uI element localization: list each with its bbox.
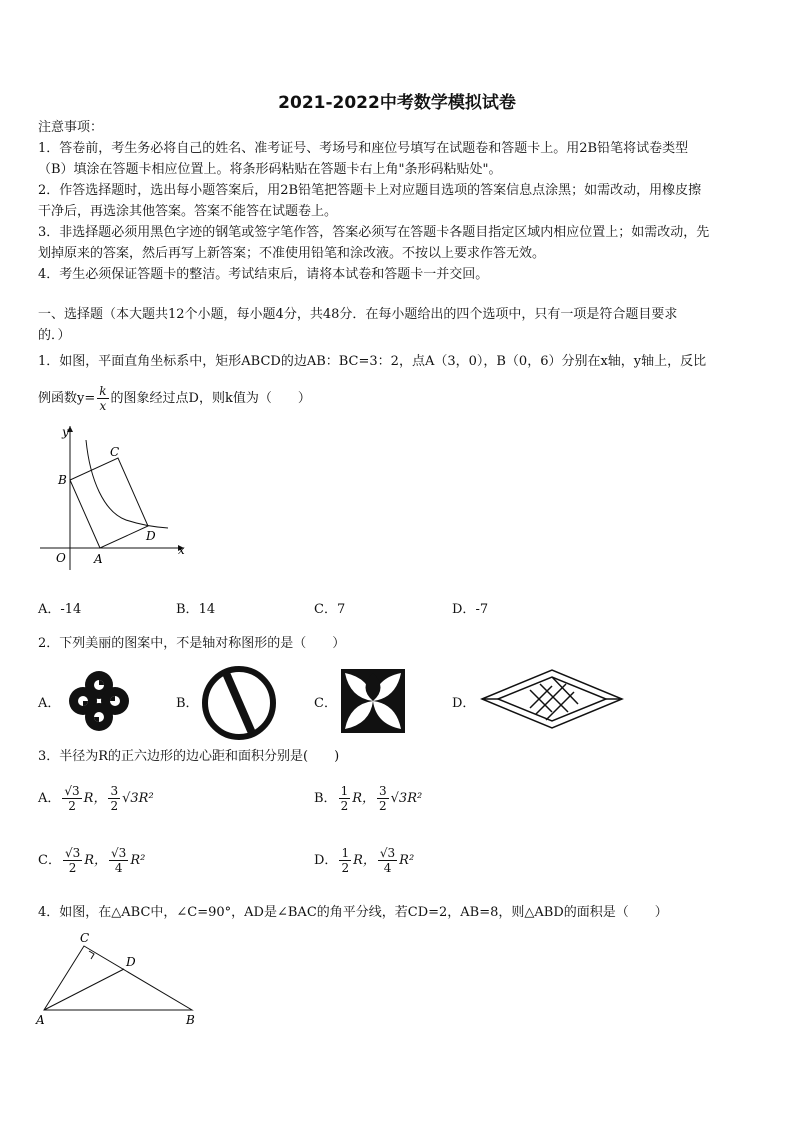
fraction-den: 2	[341, 861, 350, 875]
option-value: 14	[198, 602, 216, 617]
fraction	[339, 846, 351, 875]
fraction-den: 4	[383, 861, 392, 875]
option-value: -14	[60, 602, 82, 617]
q1-option-d[interactable]	[452, 598, 488, 617]
label-x: x	[178, 543, 185, 557]
page-title: 2021-2022中考数学模拟试卷	[278, 93, 516, 113]
q1-stem-line2	[38, 384, 760, 413]
fraction	[62, 784, 81, 813]
section-heading-line1: 一、选择题（本大题共12个小题，每小题4分，共48分．在每小题给出的四个选项中，只有一项是符合题目要求	[38, 307, 678, 322]
q2-figure-c-square-petals	[340, 668, 406, 734]
option-term: R²	[399, 853, 415, 868]
fraction-den: 2	[340, 799, 349, 813]
q1-fraction-den: x	[99, 399, 107, 413]
option-label: A．	[38, 602, 61, 617]
label-a: A	[94, 552, 103, 566]
fraction-num: 1	[341, 846, 350, 860]
fraction	[108, 784, 120, 813]
q3-option-a[interactable]	[38, 784, 154, 813]
q2-option-b[interactable]: B．	[176, 696, 199, 711]
fraction	[339, 784, 351, 813]
notice-heading: 注意事项：	[38, 120, 104, 135]
notice-line: 划掉原来的答案，然后再写上新答案；不准使用铅笔和涂改液。不按以上要求作答无效。	[38, 246, 546, 261]
fraction-num: √3	[379, 846, 396, 860]
fraction	[63, 846, 82, 875]
option-value: 7	[336, 602, 346, 617]
q4-stem: 4．如图，在△ABC中，∠C=90°，AD是∠BAC的角平分线，若CD=2，AB=8，则△ABD的面积是（ ）	[38, 905, 668, 920]
label-a: A	[36, 1013, 45, 1027]
label-d: D	[126, 955, 136, 969]
notice-line: 1．答卷前，考生务必将自己的姓名、准考证号、考场号和座位号填写在试题卷和答题卡上。用2B铅笔将试卷类型	[38, 141, 689, 156]
fraction	[109, 846, 128, 875]
fraction-den: 2	[379, 799, 387, 813]
label-d: D	[146, 529, 156, 543]
fraction-num: √3	[111, 846, 127, 860]
notice-line: （B）填涂在答题卡相应位置上。将条形码粘贴在答题卡右上角"条形码粘贴处"。	[38, 162, 502, 177]
q1-option-a[interactable]	[38, 598, 81, 617]
notice-line: 干净后，再选涂其他答案。答案不能答在试题卷上。	[38, 204, 338, 219]
option-label: D．	[314, 853, 338, 868]
option-label: B．	[314, 791, 337, 806]
option-value: -7	[475, 602, 489, 617]
option-label: C．	[38, 853, 61, 868]
option-term: R，	[352, 791, 375, 806]
q1-fraction-num: k	[99, 384, 107, 398]
section-heading-line2: 的．）	[38, 328, 71, 343]
q3-option-d[interactable]	[314, 846, 414, 875]
notice-line: 3．非选择题必须用黑色字迹的钢笔或签字笔作答，答案必须写在答题卡各题目指定区域内相应位置上；如需改动，先	[38, 225, 710, 240]
option-term: R，	[353, 853, 376, 868]
hyperbola-curve	[86, 440, 168, 528]
option-term: √3R²	[122, 791, 154, 806]
q1-figure	[38, 420, 198, 580]
q4-figure-triangle	[34, 928, 204, 1032]
fraction-num: 1	[340, 784, 349, 798]
label-b: B	[58, 473, 67, 487]
q1-stem-line1: 1．如图，平面直角坐标系中，矩形ABCD的边AB：BC=3：2，点A（3，0），B（0，6）分别在x轴，y轴上，反比	[38, 354, 707, 369]
fraction-num: 3	[110, 784, 119, 798]
option-term: R，	[83, 791, 107, 806]
q3-option-b[interactable]	[314, 784, 422, 813]
label-c: C	[110, 445, 120, 459]
q2-stem: 2．下列美丽的图案中，不是轴对称图形的是（ ）	[38, 636, 346, 651]
fraction-den: 2	[68, 799, 76, 813]
notice-line: 4．考生必须保证答题卡的整洁。考试结束后，请将本试卷和答题卡一并交回。	[38, 267, 489, 282]
q2-figure-d-knot	[478, 668, 626, 730]
label-o: O	[56, 551, 66, 565]
q3-stem: 3．半径为R的正六边形的边心距和面积分别是( )	[38, 749, 340, 764]
rectangle-abcd	[70, 458, 148, 548]
label-c: C	[80, 931, 90, 945]
fraction	[378, 846, 397, 875]
option-label: A．	[38, 791, 61, 806]
fraction	[377, 784, 389, 813]
option-label: B．	[176, 602, 199, 617]
q2-option-a[interactable]: A．	[38, 696, 61, 711]
option-label: D．	[452, 602, 476, 617]
q3-option-c[interactable]	[38, 846, 145, 875]
q2-figure-a-clover	[66, 668, 132, 734]
q1-stem-pre: 例函数y=	[38, 391, 96, 406]
fraction-num: √3	[64, 784, 80, 798]
option-term: R，	[84, 853, 108, 868]
fraction-num: √3	[64, 846, 81, 860]
label-b: B	[186, 1013, 195, 1027]
option-label: C．	[314, 602, 337, 617]
q1-option-c[interactable]	[314, 598, 345, 617]
fraction-den: 2	[110, 799, 119, 813]
fraction-den: 4	[114, 861, 123, 875]
q2-option-c[interactable]: C．	[314, 696, 337, 711]
label-y: y	[62, 425, 69, 439]
notice-line: 2．作答选择题时，选出每小题答案后，用2B铅笔把答题卡上对应题目选项的答案信息点涂黑；如需改动，用橡皮擦	[38, 183, 702, 198]
q1-fraction	[97, 384, 108, 413]
q1-option-b[interactable]	[176, 598, 215, 617]
q1-stem-post: 的图象经过点D，则k值为（ ）	[110, 391, 311, 406]
fraction-num: 3	[379, 784, 387, 798]
fraction-den: 2	[68, 861, 77, 875]
option-term: √3R²	[390, 791, 423, 806]
option-term: R²	[130, 853, 146, 868]
q2-option-d[interactable]: D．	[452, 696, 476, 711]
q2-figure-b-no-sign	[200, 664, 278, 742]
